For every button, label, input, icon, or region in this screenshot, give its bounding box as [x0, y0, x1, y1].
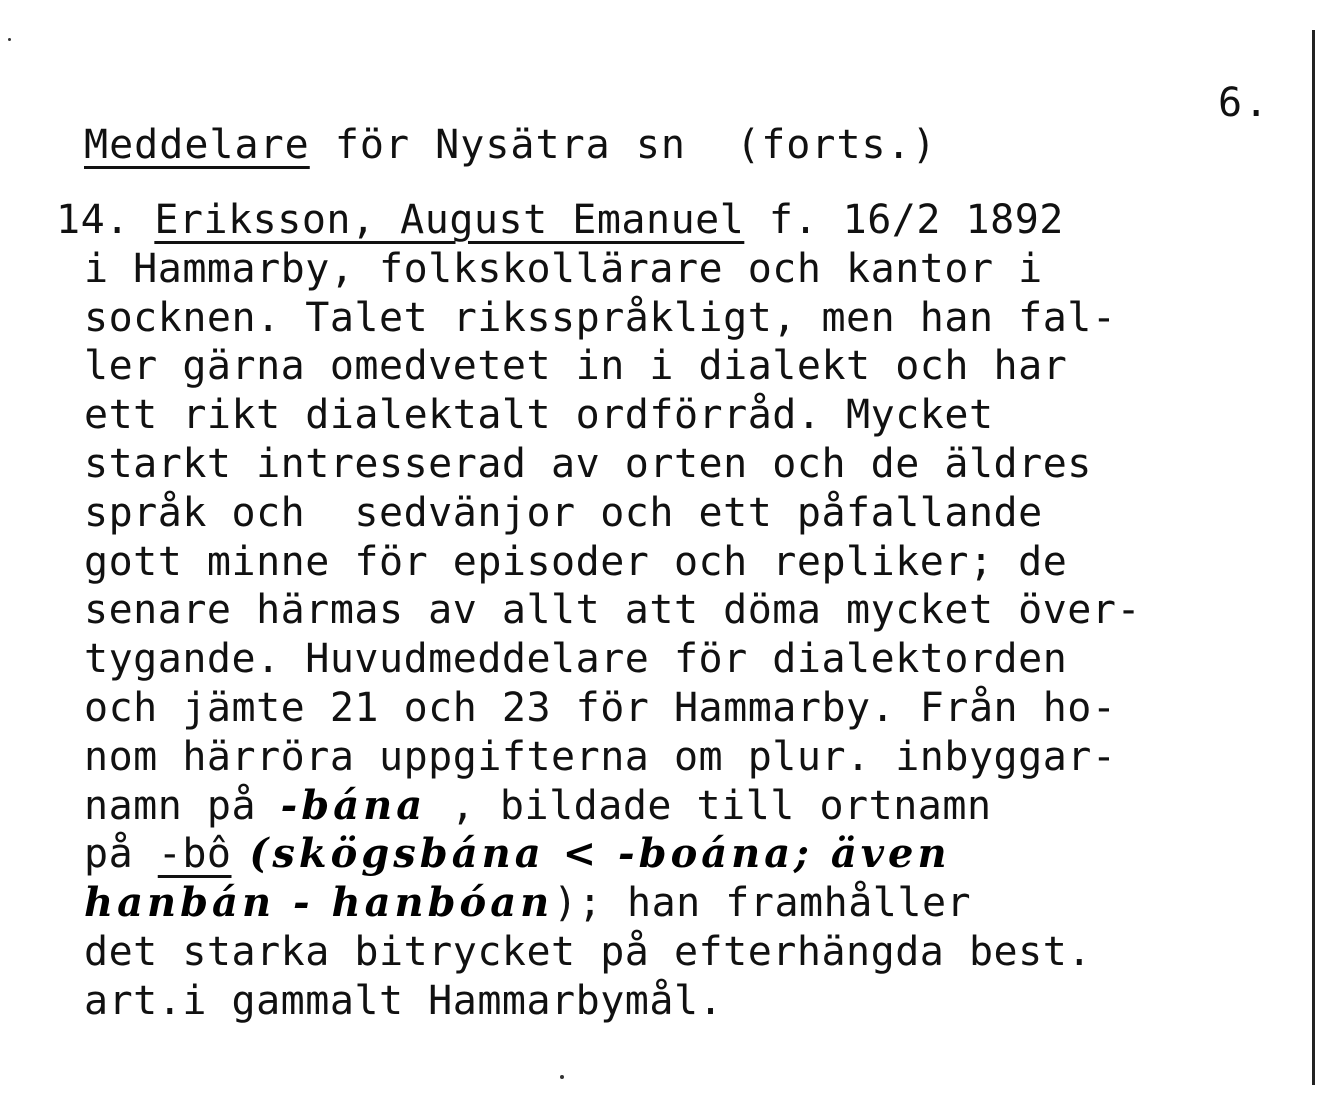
entry-line-handwritten-3: [84, 879, 1309, 928]
entry-line: tygande. Huvudmeddelare för dialektorden: [84, 636, 1068, 683]
page-heading: [84, 122, 937, 168]
handwritten-examples: hanbán - hanbóan: [84, 879, 554, 927]
birth-info: f. 16/2 1892: [744, 197, 1064, 243]
typed-text: på: [84, 831, 158, 878]
entry-first-line: [56, 196, 1309, 245]
entry-line: starkt intresserad av orten och de äldres: [84, 440, 1092, 487]
entry-line: nom härröra uppgifterna om plur. inbyggar-: [84, 733, 1117, 780]
entry-line: art.i gammalt Hammarbymål.: [84, 977, 724, 1024]
entry-line: i Hammarby, folkskollärare och kantor i: [84, 245, 1043, 292]
entry-line: socknen. Talet riksspråkligt, men han fal-: [84, 294, 1117, 341]
entry-line: ett rikt dialektalt ordförråd. Mycket: [84, 392, 994, 439]
underlined-suffix: -bô: [157, 831, 232, 878]
entry-number: 14.: [56, 197, 130, 243]
handwritten-suffix: -bána: [280, 781, 427, 829]
entry-line: ler gärna omedvetet in i dialekt och har: [84, 343, 1068, 390]
entry-line-handwritten-1: [84, 782, 1309, 831]
informant-name: Eriksson, August Emanuel: [154, 197, 745, 243]
entry-line: språk och sedvänjor och ett påfallande: [84, 489, 1043, 536]
entry-line: senare härmas av allt att döma mycket över-: [84, 587, 1142, 634]
ink-speck: [8, 38, 11, 41]
typed-text: , bildade till ortnamn: [426, 782, 992, 829]
ink-speck: [560, 1075, 564, 1079]
entry-line: gott minne för episoder och repliker; de: [84, 538, 1068, 585]
entry-line: och jämte 21 och 23 för Hammarby. Från ho-: [84, 684, 1117, 731]
typed-text: namn på: [84, 782, 281, 829]
page-number: 6.: [1218, 80, 1271, 126]
entry-text-block: [56, 196, 1309, 1026]
page-edge-rule: [1312, 30, 1315, 1085]
heading-underlined-word: Meddelare: [84, 122, 310, 168]
typed-text: ); han framhåller: [553, 880, 972, 927]
handwritten-examples: (skögsbána < -boána; även: [231, 830, 951, 878]
heading-rest: för Nysätra sn (forts.): [309, 122, 937, 168]
entry-line: det starka bitrycket på efterhängda best.: [84, 928, 1092, 975]
entry-line-handwritten-2: [84, 830, 1309, 879]
